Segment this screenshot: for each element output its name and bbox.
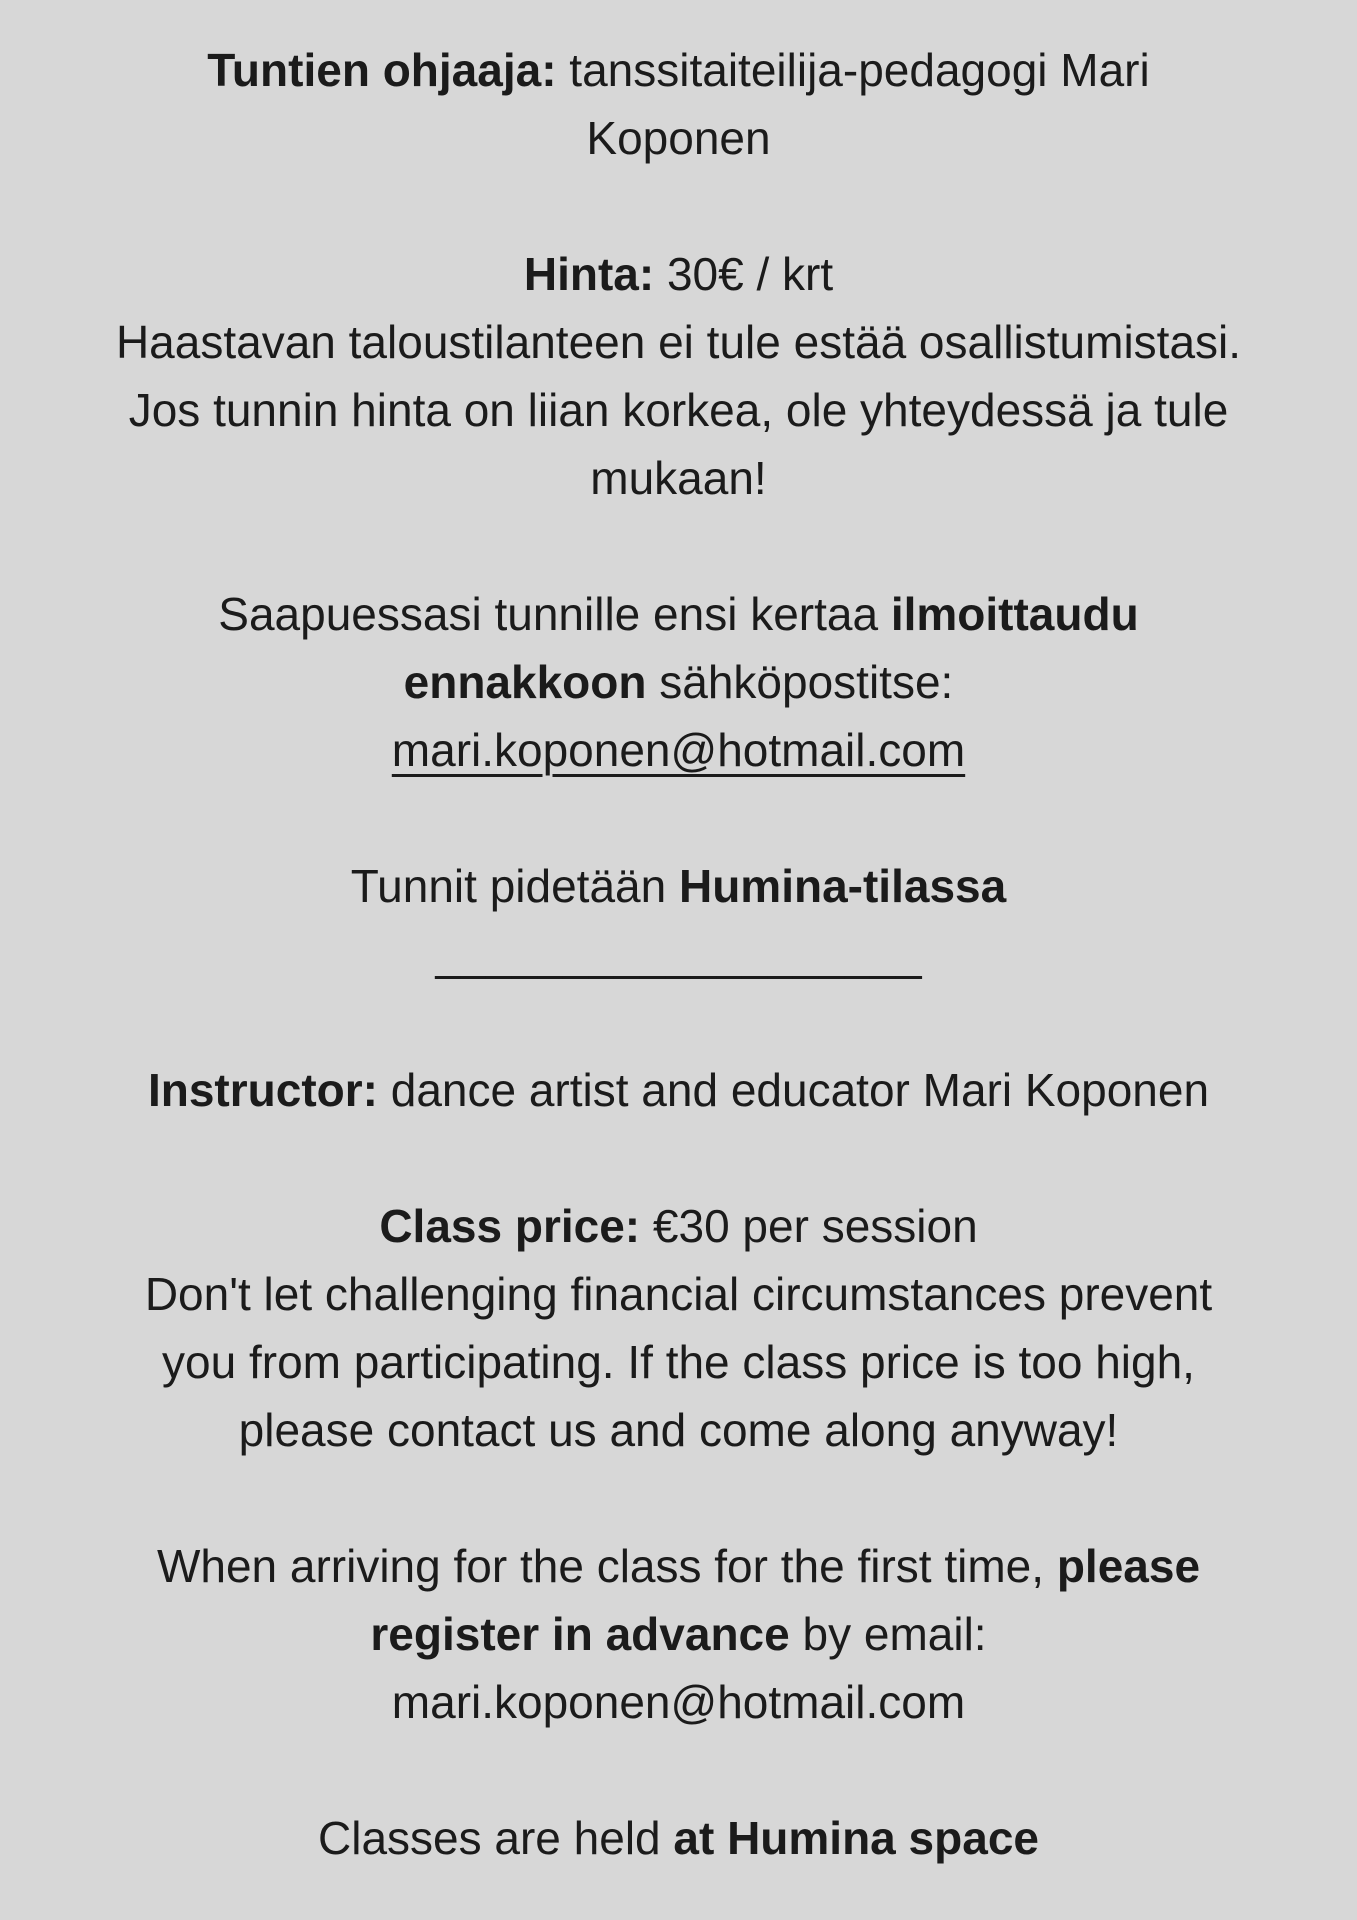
en-price-label: Class price: bbox=[379, 1200, 641, 1252]
en-price-note-line1: Don't let challenging financial circumstances prevent bbox=[144, 1268, 1213, 1320]
en-register-paragraph bbox=[30, 1532, 1327, 1736]
fi-register-paragraph bbox=[30, 580, 1327, 784]
fi-instructor-label: Tuntien ohjaaja: bbox=[207, 44, 557, 96]
fi-register-bold-2: ennakkoon bbox=[403, 656, 647, 708]
en-instructor-label: Instructor: bbox=[147, 1064, 378, 1116]
finnish-section bbox=[30, 36, 1327, 988]
fi-location-paragraph bbox=[30, 852, 1327, 988]
fi-register-rest: sähköpostitse: bbox=[646, 656, 954, 708]
fi-price-value: 30€ / krt bbox=[654, 248, 834, 300]
english-section bbox=[30, 1056, 1327, 1872]
fi-email-link[interactable]: mari.koponen@hotmail.com bbox=[391, 724, 966, 776]
fi-location-pre: Tunnit pidetään bbox=[350, 860, 679, 912]
fi-instructor-value: tanssitaiteilija-pedagogi Mari bbox=[556, 44, 1150, 96]
en-price-value: €30 per session bbox=[640, 1200, 978, 1252]
en-register-bold-1: please bbox=[1056, 1540, 1201, 1592]
en-instructor-value: dance artist and educator Mari Koponen bbox=[377, 1064, 1210, 1116]
fi-instructor-paragraph bbox=[30, 36, 1327, 172]
en-location-pre: Classes are held bbox=[318, 1812, 674, 1864]
en-email-text: mari.koponen@hotmail.com bbox=[391, 1676, 966, 1728]
fi-price-paragraph bbox=[30, 240, 1327, 512]
fi-price-label: Hinta: bbox=[523, 248, 655, 300]
en-register-pre: When arriving for the class for the first time, bbox=[156, 1540, 1057, 1592]
en-register-bold-2: register in advance bbox=[370, 1608, 790, 1660]
en-price-paragraph bbox=[30, 1192, 1327, 1464]
en-instructor-paragraph bbox=[30, 1056, 1327, 1124]
en-register-rest: by email: bbox=[789, 1608, 987, 1660]
fi-instructor-value-line2: Koponen bbox=[586, 112, 771, 164]
en-price-note-line3: please contact us and come along anyway! bbox=[238, 1404, 1119, 1456]
en-location-bold: at Humina space bbox=[673, 1812, 1039, 1864]
en-price-note-line2: you from participating. If the class price is too high, bbox=[162, 1336, 1195, 1388]
en-location-paragraph bbox=[30, 1804, 1327, 1872]
fi-register-bold-1: ilmoittaudu bbox=[890, 588, 1139, 640]
fi-location-bold: Humina-tilassa bbox=[678, 860, 1007, 912]
fi-price-note-line3: mukaan! bbox=[590, 452, 767, 504]
fi-register-pre: Saapuessasi tunnille ensi kertaa bbox=[218, 588, 891, 640]
fi-price-note-line1: Haastavan taloustilanteen ei tule estää osallistumistasi. bbox=[115, 316, 1242, 368]
divider-line: ___________________ bbox=[435, 928, 922, 980]
fi-price-note-line2: Jos tunnin hinta on liian korkea, ole yhteydessä ja tule bbox=[128, 384, 1229, 436]
